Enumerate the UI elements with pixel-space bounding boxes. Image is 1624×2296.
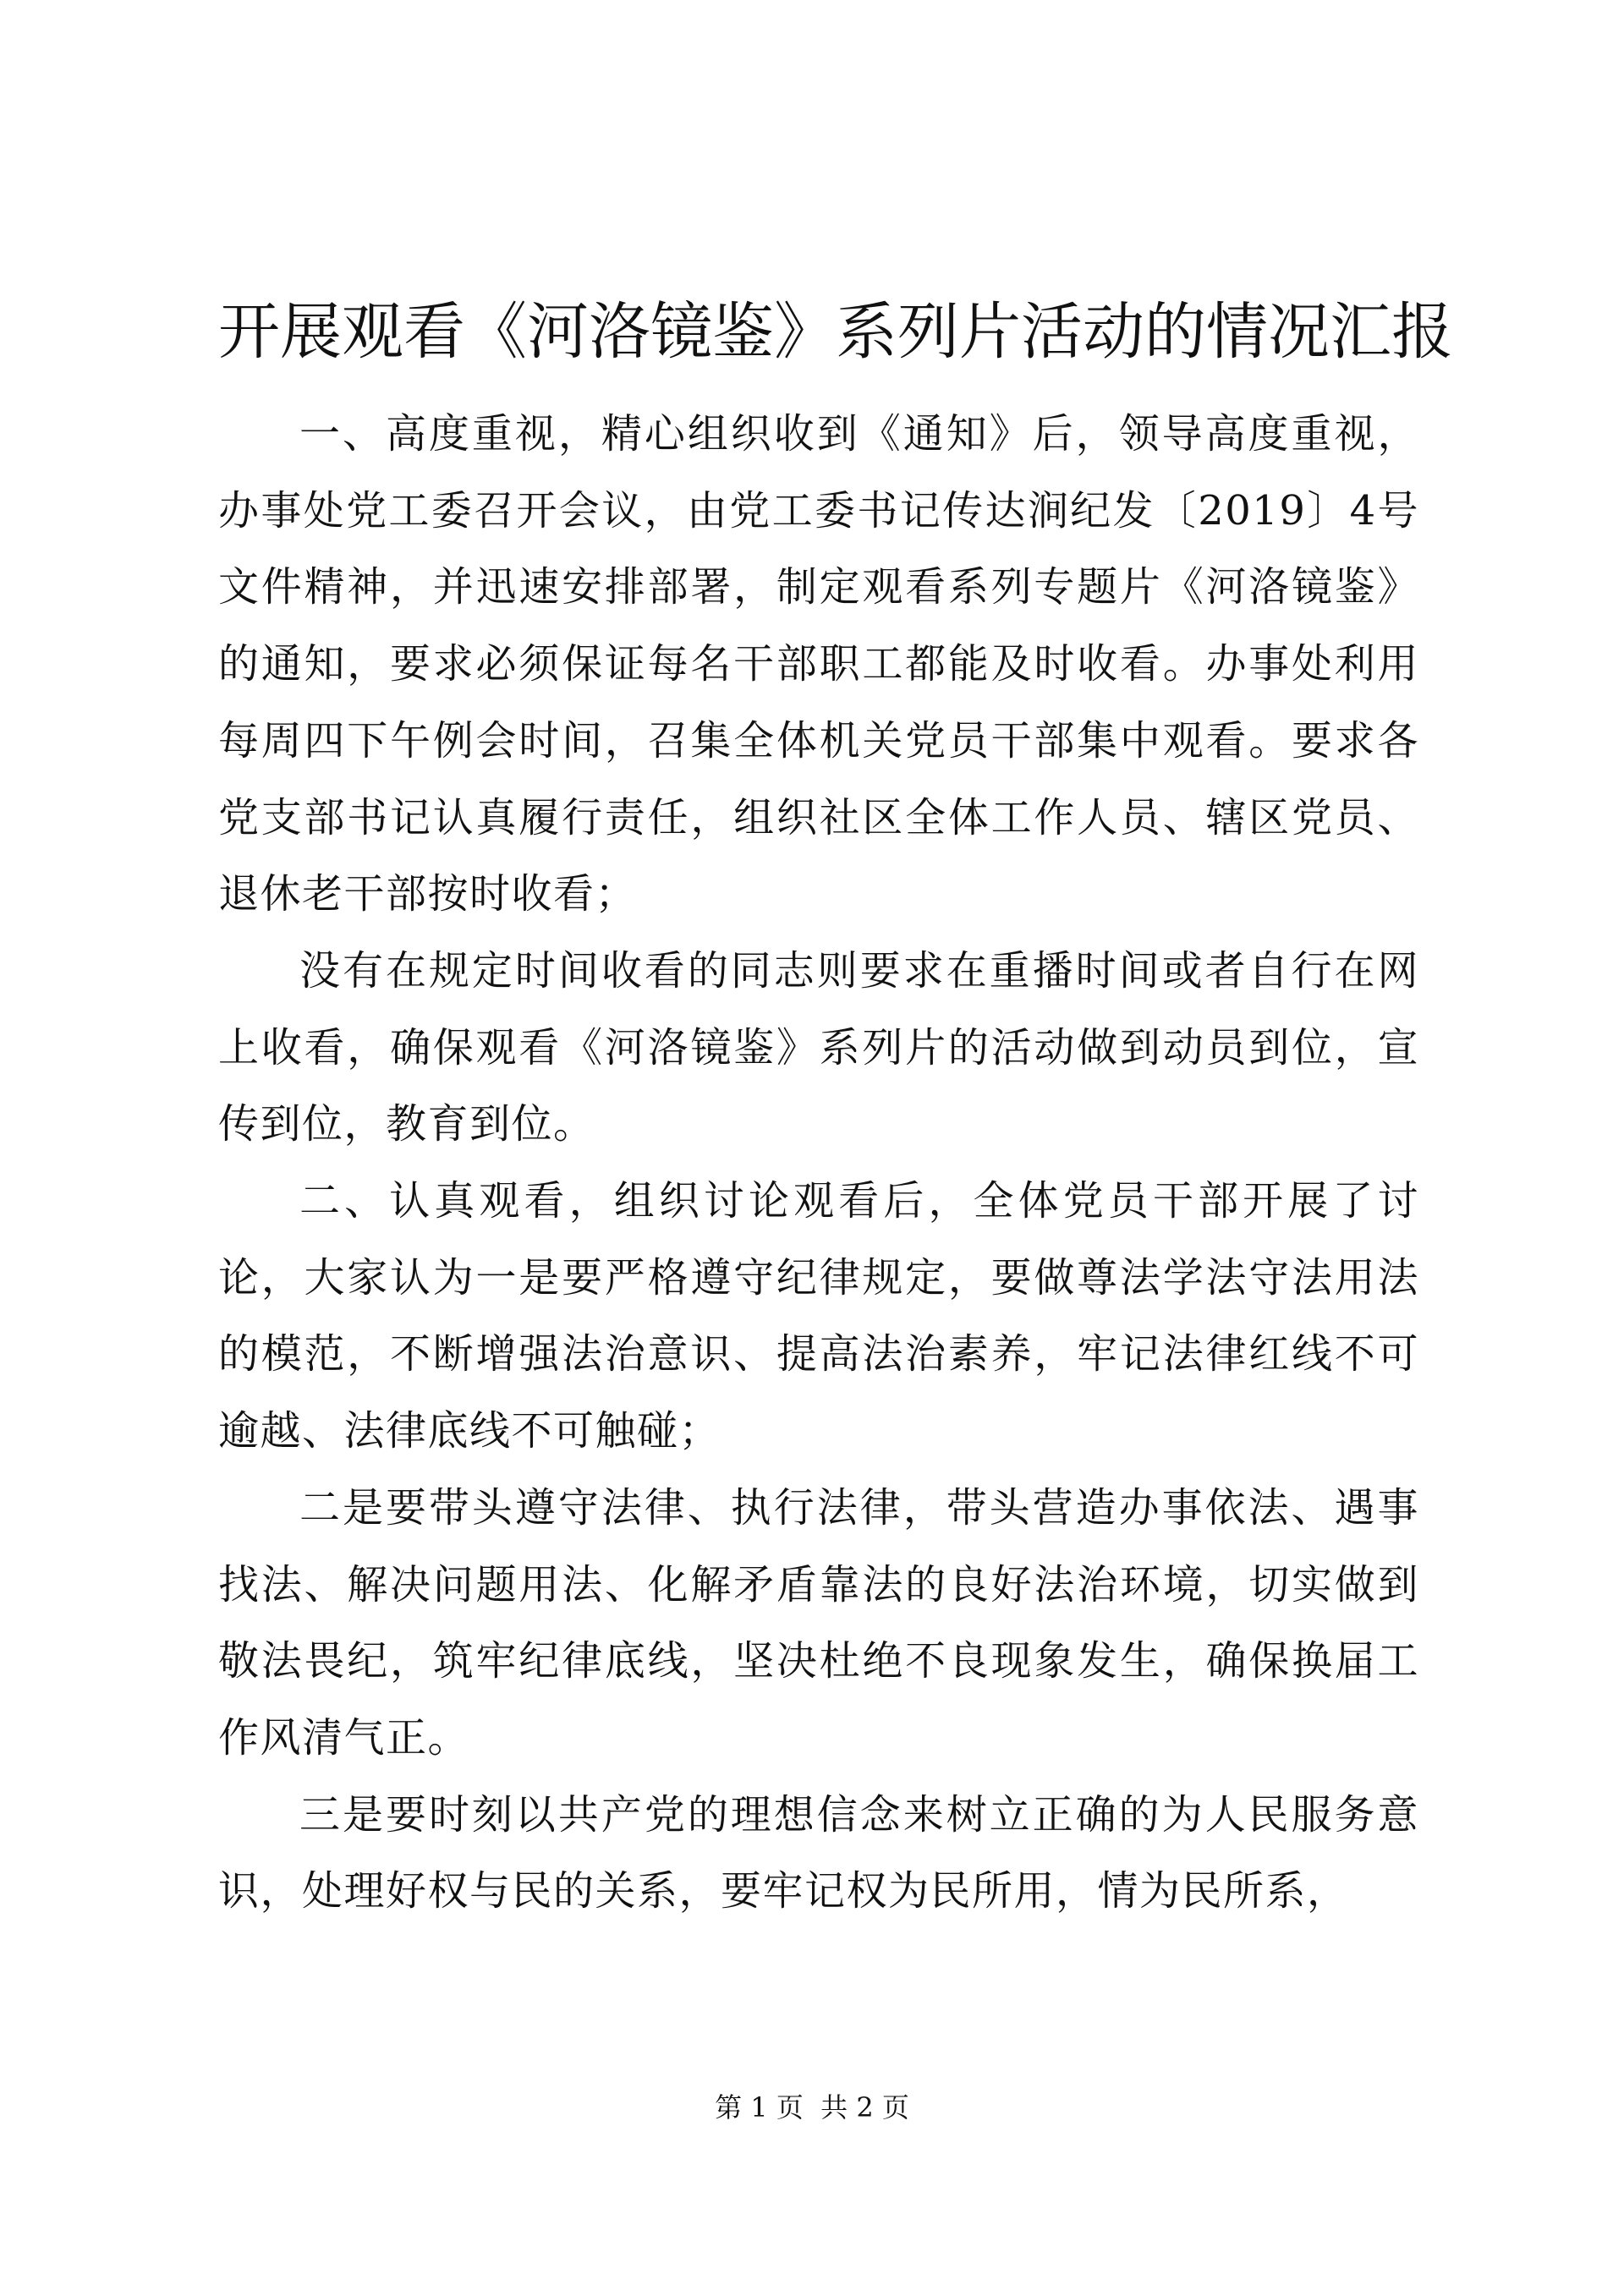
paragraph-1: 一、高度重视，精心组织收到《通知》后，领导高度重视，办事处党工委召开会议，由党工委书记传达涧纪发〔2019〕4号文件精神，并迅速安排部署，制定观看系列专题片《河洛镜鉴》的通知，要求必须保证每名干部职工都能及时收看。办事处利用每周四下午例会时间，召集全体机关党员干部集中观看。要求各党支部书记认真履行责任，组织社区全体工作人员、辖区党员、退休老干部按时收看； <box>218 410 1419 918</box>
paragraph-4: 二是要带头遵守法律、执行法律，带头营造办事依法、遇事找法、解决问题用法、化解矛盾靠法的良好法治环境，切实做到敬法畏纪，筑牢纪律底线，坚决杜绝不良现象发生，确保换届工作风清气正。 <box>218 1483 1419 1762</box>
paragraph-3: 二、认真观看，组织讨论观看后，全体党员干部开展了讨论，大家认为一是要严格遵守纪律规定，要做尊法学法守法用法的模范，不断增强法治意识、提高法治素养，牢记法律红线不可逾越、法律底线不可触碰； <box>218 1177 1419 1455</box>
document-body <box>218 396 1419 1930</box>
paragraph-5: 三是要时刻以共产党的理想信念来树立正确的为人民服务意识，处理好权与民的关系，要牢记权为民所用，情为民所系， <box>218 1790 1419 1915</box>
page-number-footer <box>0 2089 1624 2126</box>
paragraph-2: 没有在规定时间收看的同志则要求在重播时间或者自行在网上收看，确保观看《河洛镜鉴》系列片的活动做到动员到位，宣传到位，教育到位。 <box>218 946 1419 1148</box>
page-number-label: 第 1 页 共 2 页 <box>715 2091 909 2123</box>
document-title: 开展观看《河洛镜鉴》系列片活动的情况汇报 <box>218 296 1453 368</box>
